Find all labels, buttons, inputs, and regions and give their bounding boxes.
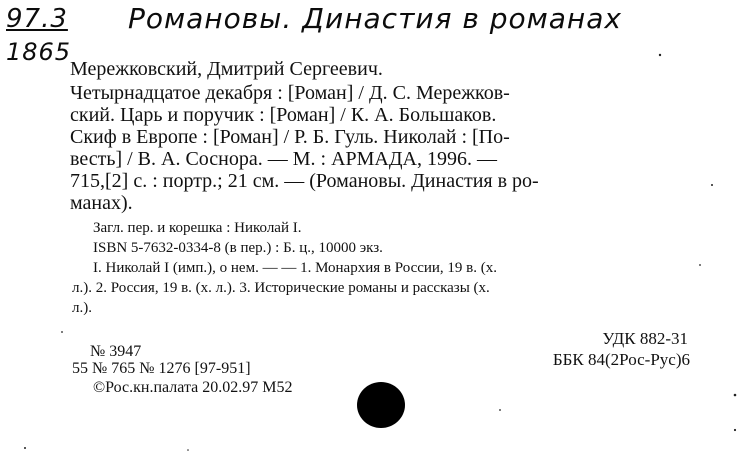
description-line: Скиф в Европе : [Роман] / Р. Б. Гуль. Николай : [По-: [70, 126, 510, 148]
bbk-code: ББК 84(2Рос-Рус)6: [552, 350, 690, 369]
description-line: манах).: [70, 192, 133, 214]
note-line: л.).: [72, 300, 92, 316]
note-line: Загл. пер. и корешка : Николай I.: [93, 220, 302, 236]
note-line: л.). 2. Россия, 19 в. (х. л.). 3. Исторические романы и рассказы (х.: [72, 280, 490, 296]
description-line: ский. Царь и поручик : [Роман] / К. А. Большаков.: [70, 104, 497, 126]
shelf-mark: 97.3: [6, 4, 68, 34]
note-line: I. Николай I (имп.), о нем. — — 1. Монархия в России, 19 в. (х.: [93, 260, 498, 276]
copyright-line: ©Рос.кн.палата 20.02.97 М52: [93, 379, 293, 396]
note-line: ISBN 5-7632-0334-8 (в пер.) : Б. ц., 10000 экз.: [93, 240, 383, 256]
handwritten-series-title: Романовы. Династия в романах: [128, 2, 622, 35]
description-line: 715,[2] с. : портр.; 21 см. — (Романовы. Династия в ро-: [70, 170, 539, 192]
registration-line: 55 № 765 № 1276 [97-951]: [72, 360, 251, 377]
year-mark: 1865: [6, 38, 72, 66]
ink-blot: [357, 382, 405, 428]
card-number: № 3947: [90, 343, 142, 360]
udk-code: УДК 882-31: [602, 329, 688, 348]
description-line: Четырнадцатое декабря : [Роман] / Д. С. Мережков-: [70, 82, 510, 104]
author-heading: Мережковский, Дмитрий Сергеевич.: [70, 58, 383, 80]
description-line: весть] / В. А. Соснора. — М. : АРМАДА, 1996. —: [70, 148, 497, 170]
